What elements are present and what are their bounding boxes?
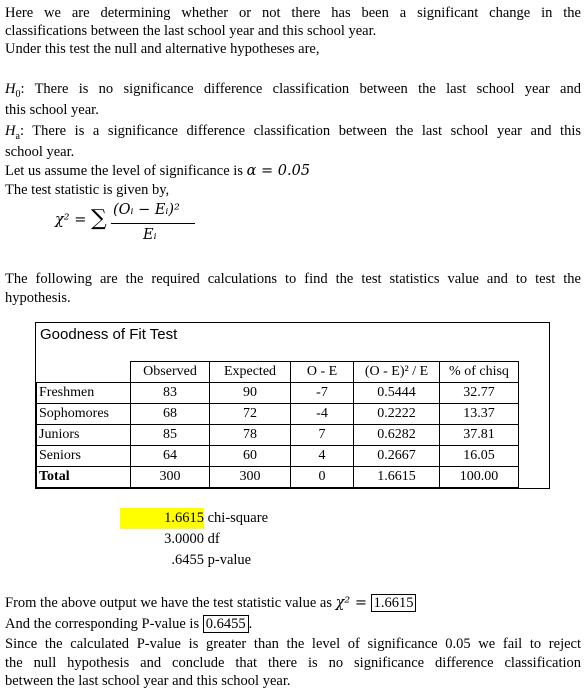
cell-observed: 64 [131, 446, 210, 467]
cell-o-minus-e: 7 [291, 425, 354, 446]
goodness-of-fit-output [35, 322, 550, 489]
intro-line-3: Under this test the null and alternative hypotheses are, [5, 41, 320, 57]
alt-hypothesis-cont: school year. [5, 144, 75, 160]
conclusion-line-5: between the last school year and this school year. [5, 673, 291, 689]
cell-chi-contribution: 0.6282 [354, 425, 440, 446]
p-value-row [120, 550, 268, 571]
cell-chi-contribution: 0.2222 [354, 404, 440, 425]
header-chi-contribution: (O - E)² / E [354, 362, 440, 383]
header-percent-chisq: % of chisq [440, 362, 519, 383]
cell-observed: 300 [131, 467, 210, 488]
cell-observed: 83 [131, 383, 210, 404]
cell-expected: 90 [210, 383, 291, 404]
cell-chi-contribution: 1.6615 [354, 467, 440, 488]
cell-percent: 16.05 [440, 446, 519, 467]
formula-lhs: χ² = [55, 212, 87, 228]
fraction-bar [111, 223, 195, 224]
intro-line-2: classifications between the last school year and this school year. [5, 23, 377, 39]
p-value-label: p-value [207, 552, 252, 568]
calc-line-1: The following are the required calculations to find the test statistics value and to test the [5, 271, 581, 287]
formula-denominator: Eᵢ [143, 227, 157, 243]
null-hypothesis-cont: this school year. [5, 102, 99, 118]
conclusion-text-1: From the above output we have the test statistic value as [5, 595, 332, 611]
cell-o-minus-e: -4 [291, 404, 354, 425]
formula-sigma: ∑ [91, 206, 107, 231]
ha-symbol: H [5, 123, 16, 139]
header-row [37, 362, 519, 383]
formula-numerator: (Oᵢ − Eᵢ)² [113, 202, 180, 218]
cell-o-minus-e: 4 [291, 446, 354, 467]
conclusion-text-2: And the corresponding P-value is [5, 616, 200, 632]
intro-line-1: Here we are determining whether or not there has been a significant change in the [5, 5, 581, 21]
header-expected: Expected [210, 362, 291, 383]
cell-percent: 100.00 [440, 467, 519, 488]
chi-square-formula [55, 198, 185, 248]
table-row [37, 404, 519, 425]
statistic-intro: The test statistic is given by, [5, 182, 170, 198]
total-row [37, 467, 519, 488]
table-row [37, 446, 519, 467]
h0-text: : There is no significance difference classification between the last school year and [20, 81, 581, 97]
chi-square-row [120, 508, 268, 529]
gof-table [36, 361, 519, 488]
cell-expected: 72 [210, 404, 291, 425]
cell-percent: 37.81 [440, 425, 519, 446]
conclusion-line-2: And the corresponding P-value is 0.6455 . [5, 616, 253, 632]
cell-expected: 60 [210, 446, 291, 467]
header-o-minus-e: O - E [291, 362, 354, 383]
row-label: Juniors [37, 425, 131, 446]
cell-expected: 300 [210, 467, 291, 488]
chi-square-label: chi-square [207, 510, 269, 526]
h0-symbol: H [5, 81, 16, 97]
cell-o-minus-e: -7 [291, 383, 354, 404]
row-label: Sophomores [37, 404, 131, 425]
chi-square-value: 1.6615 [120, 508, 204, 529]
ha-text: : There is a significance difference classification between the last school year and this [19, 123, 581, 139]
chi-square-symbol: χ² = [335, 595, 367, 611]
significance-text: Let us assume the level of significance is [5, 163, 243, 179]
cell-chi-contribution: 0.2667 [354, 446, 440, 467]
h0-subscript: 0 [15, 88, 21, 100]
row-label: Seniors [37, 446, 131, 467]
p-value-result-box: 0.6455 [203, 615, 249, 633]
table-row [37, 383, 519, 404]
alpha-value: α = 0.05 [246, 163, 311, 179]
df-row [120, 529, 268, 550]
df-value: 3.0000 [164, 531, 204, 547]
cell-observed: 85 [131, 425, 210, 446]
conclusion-line-4: the null hypothesis and conclude that there is no significance difference classification [5, 655, 581, 671]
conclusion-line-1 [5, 594, 581, 612]
p-value-value: .6455 [171, 552, 204, 568]
cell-percent: 13.37 [440, 404, 519, 425]
cell-chi-contribution: 0.5444 [354, 383, 440, 404]
test-summary [120, 508, 268, 571]
significance-line [5, 162, 581, 180]
header-observed: Observed [131, 362, 210, 383]
calc-line-2: hypothesis. [5, 290, 71, 306]
row-label: Freshmen [37, 383, 131, 404]
cell-observed: 68 [131, 404, 210, 425]
df-label: df [207, 531, 220, 547]
ha-subscript: a [15, 130, 20, 142]
cell-o-minus-e: 0 [291, 467, 354, 488]
row-label-total: Total [37, 467, 131, 488]
table-title: Goodness of Fit Test [40, 326, 178, 343]
conclusion-line-3: Since the calculated P-value is greater than the level of significance 0.05 we fail to reject [5, 636, 581, 652]
header-blank [37, 362, 131, 383]
table-row [37, 425, 519, 446]
cell-percent: 32.77 [440, 383, 519, 404]
cell-expected: 78 [210, 425, 291, 446]
chi-square-result-box: 1.6615 [371, 594, 417, 612]
